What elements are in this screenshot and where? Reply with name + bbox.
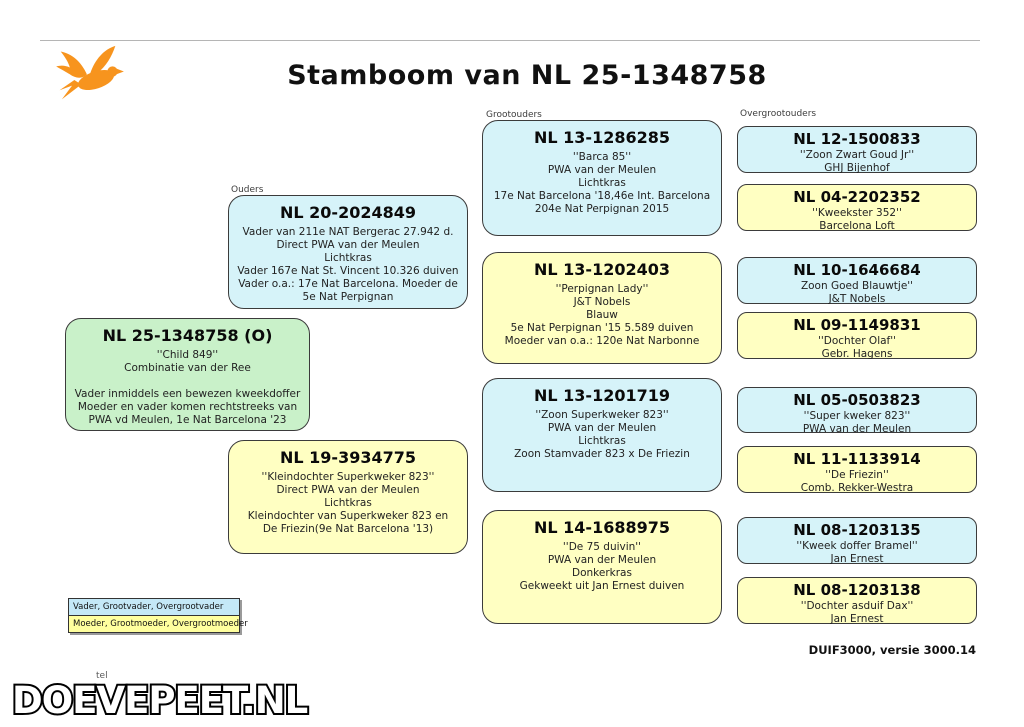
legend-female-row: Moeder, Grootmoeder, Overgrootmoeder xyxy=(69,615,239,632)
bird-details xyxy=(229,471,467,536)
watermark-text: DOEVEPEET.NL xyxy=(12,679,308,722)
bird-details xyxy=(738,540,976,566)
app-version-text: DUIF3000, versie 3000.14 xyxy=(808,643,976,657)
bird-details xyxy=(738,207,976,233)
box-line: Zoon Stamvader 823 x De Friezin xyxy=(514,448,690,460)
box-line: ''Child 849'' xyxy=(156,349,219,361)
box-line: ''De 75 duivin'' xyxy=(562,541,642,553)
ring-number: NL 13-1201719 xyxy=(534,386,670,405)
box-line: 204e Nat Perpignan 2015 xyxy=(534,203,670,215)
ring-number: NL 13-1202403 xyxy=(534,260,670,279)
color-legend xyxy=(68,598,248,633)
box-line: Zoon Goed Blauwtje'' xyxy=(800,280,914,292)
box-line: PWA van der Meulen xyxy=(547,554,657,566)
box-line: PWA van der Meulen xyxy=(547,164,657,176)
bird-details xyxy=(738,280,976,306)
box-line: Donkerkras xyxy=(572,567,632,579)
box-line: J&T Nobels xyxy=(828,293,886,305)
box-line: Jan Ernest xyxy=(830,553,884,565)
tel-text: tel xyxy=(96,671,108,681)
pedigree-box-mother xyxy=(228,440,468,554)
ring-number: NL 05-0503823 xyxy=(793,391,921,409)
ring-number: NL 08-1203135 xyxy=(793,521,921,539)
box-line: J&T Nobels xyxy=(573,296,631,308)
box-line: ''Dochter asduif Dax'' xyxy=(800,600,914,612)
box-line: 17e Nat Barcelona '18,46e Int. Barcelona xyxy=(493,190,711,202)
pedigree-box-great-grandfather-4 xyxy=(737,517,977,564)
box-line: Jan Ernest xyxy=(830,613,884,625)
box-line: Lichtkras xyxy=(578,177,626,189)
bird-details xyxy=(66,349,309,427)
box-line: Moeder van o.a.: 120e Nat Narbonne xyxy=(504,335,700,347)
bird-details xyxy=(229,226,467,304)
box-line: PWA vd Meulen, 1e Nat Barcelona '23 xyxy=(88,414,287,426)
box-line: Gebr. Hagens xyxy=(821,348,893,360)
box-line: Lichtkras xyxy=(324,252,372,264)
pedigree-box-great-grandmother-4 xyxy=(737,577,977,624)
box-line: Vader 167e Nat St. Vincent 10.326 duiven xyxy=(237,265,459,277)
ring-number: NL 14-1688975 xyxy=(534,518,670,537)
pedigree-box-grandmother-paternal xyxy=(482,252,722,364)
ring-number: NL 13-1286285 xyxy=(534,128,670,147)
ring-number: NL 25-1348758 (O) xyxy=(102,326,273,345)
pedigree-box-grandfather-paternal xyxy=(482,120,722,236)
box-line: ''Zoon Zwart Goud Jr'' xyxy=(799,149,915,161)
pedigree-box-great-grandfather-3 xyxy=(737,387,977,433)
pedigree-box-subject xyxy=(65,318,310,431)
column-label-great-grandparents: Overgrootouders xyxy=(740,109,817,119)
bird-details xyxy=(483,151,721,216)
pedigree-box-grandmother-maternal xyxy=(482,510,722,624)
page-title: Stamboom van NL 25-1348758 xyxy=(287,60,767,91)
box-line xyxy=(66,375,309,388)
ring-number: NL 08-1203138 xyxy=(793,581,921,599)
box-line: Moeder en vader komen rechtstreeks van xyxy=(77,401,298,413)
box-line: ''Kweek doffer Bramel'' xyxy=(796,540,918,552)
box-line: Direct PWA van der Meulen xyxy=(276,484,420,496)
ring-number: NL 12-1500833 xyxy=(793,130,921,148)
box-line: 5e Nat Perpignan xyxy=(302,291,394,303)
bird-details xyxy=(738,149,976,175)
legend-male-row: Vader, Grootvader, Overgrootvader xyxy=(69,599,239,615)
box-line: ''Super kweker 823'' xyxy=(803,410,911,422)
box-line: 5e Nat Perpignan '15 5.589 duiven xyxy=(510,322,694,334)
bird-details xyxy=(738,469,976,495)
box-line: ''Perpignan Lady'' xyxy=(555,283,649,295)
header-divider xyxy=(40,40,980,41)
bird-details xyxy=(483,283,721,348)
box-line: Blauw xyxy=(586,309,618,321)
pedigree-box-great-grandmother-2 xyxy=(737,312,977,359)
bird-details xyxy=(483,541,721,593)
pedigree-box-great-grandfather-2 xyxy=(737,257,977,304)
box-line: ''Zoon Superkweker 823'' xyxy=(535,409,669,421)
column-label-parents: Ouders xyxy=(231,185,264,195)
box-line: Comb. Rekker-Westra xyxy=(800,482,914,494)
column-label-grandparents: Grootouders xyxy=(486,110,542,120)
box-line: Barcelona Loft xyxy=(819,220,895,232)
watermark-logo xyxy=(8,677,338,727)
box-line: ''Kleindochter Superkweker 823'' xyxy=(261,471,435,483)
box-line: ''De Friezin'' xyxy=(825,469,889,481)
pedigree-box-great-grandmother-3 xyxy=(737,446,977,493)
bird-details xyxy=(738,410,976,436)
box-line: ''Barca 85'' xyxy=(572,151,632,163)
box-line: Vader o.a.: 17e Nat Barcelona. Moeder de xyxy=(238,278,458,290)
pedigree-box-great-grandmother-1 xyxy=(737,184,977,231)
box-line: Gekweekt uit Jan Ernest duiven xyxy=(519,580,685,592)
ring-number: NL 09-1149831 xyxy=(793,316,921,334)
box-line: ''Dochter Olaf'' xyxy=(817,335,897,347)
box-line: Lichtkras xyxy=(578,435,626,447)
box-line: De Friezin(9e Nat Barcelona '13) xyxy=(262,523,434,535)
box-line: Combinatie van der Ree xyxy=(124,362,251,374)
pedigree-box-father xyxy=(228,195,468,309)
bird-details xyxy=(738,600,976,626)
box-line: Vader van 211e NAT Bergerac 27.942 d. xyxy=(242,226,454,238)
ring-number: NL 19-3934775 xyxy=(280,448,416,467)
box-line: PWA van der Meulen xyxy=(802,423,912,435)
pedigree-box-great-grandfather-1 xyxy=(737,126,977,173)
ring-number: NL 10-1646684 xyxy=(793,261,921,279)
box-line: Vader inmiddels een bewezen kweekdoffer xyxy=(74,388,301,400)
box-line: GHJ Bijenhof xyxy=(824,162,890,174)
ring-number: NL 04-2202352 xyxy=(793,188,921,206)
ring-number: NL 20-2024849 xyxy=(280,203,416,222)
bird-details xyxy=(483,409,721,461)
box-line: Direct PWA van der Meulen xyxy=(276,239,420,251)
box-line: PWA van der Meulen xyxy=(547,422,657,434)
box-line: ''Kweekster 352'' xyxy=(812,207,902,219)
pedigree-box-grandfather-maternal xyxy=(482,378,722,492)
ring-number: NL 11-1133914 xyxy=(793,450,921,468)
bird-details xyxy=(738,335,976,361)
box-line: Lichtkras xyxy=(324,497,372,509)
box-line: Kleindochter van Superkweker 823 en xyxy=(247,510,449,522)
